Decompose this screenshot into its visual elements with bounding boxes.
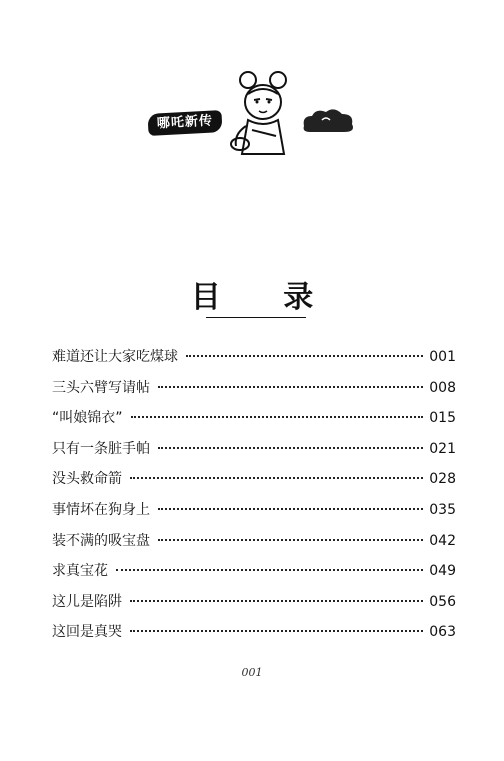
toc-leader-dots bbox=[158, 447, 423, 449]
toc-entry[interactable] bbox=[52, 621, 456, 652]
toc-entry-title: 这回是真哭 bbox=[52, 624, 122, 641]
toc-leader-dots bbox=[116, 569, 423, 571]
toc-leader-dots bbox=[130, 630, 423, 632]
toc-entry-title: 求真宝花 bbox=[52, 563, 108, 580]
table-of-contents bbox=[52, 346, 456, 652]
toc-entry-page: 008 bbox=[429, 379, 456, 396]
toc-entry-title: 这儿是陷阱 bbox=[52, 593, 122, 610]
toc-entry-page: 049 bbox=[429, 563, 456, 580]
toc-entry[interactable] bbox=[52, 377, 456, 408]
toc-entry-title: 三头六臂写请帖 bbox=[52, 379, 150, 396]
toc-entry-page: 035 bbox=[429, 501, 456, 518]
toc-leader-dots bbox=[158, 508, 423, 510]
toc-entry-title: 装不满的吸宝盘 bbox=[52, 532, 150, 549]
title-underline bbox=[206, 317, 306, 318]
toc-entry[interactable] bbox=[52, 346, 456, 377]
toc-entry[interactable] bbox=[52, 407, 456, 438]
toc-entry-title: 难道还让大家吃煤球 bbox=[52, 349, 178, 365]
toc-entry[interactable] bbox=[52, 560, 456, 591]
toc-leader-dots bbox=[158, 386, 423, 388]
page-number: 001 bbox=[241, 666, 263, 679]
toc-entry[interactable] bbox=[52, 499, 456, 530]
toc-leader-dots bbox=[130, 477, 423, 479]
toc-entry-page: 001 bbox=[429, 349, 456, 365]
toc-entry-page: 056 bbox=[429, 593, 456, 610]
toc-entry-page: 015 bbox=[429, 410, 456, 427]
toc-entry-title: “叫娘锦衣” bbox=[52, 410, 123, 427]
toc-entry[interactable] bbox=[52, 468, 456, 499]
toc-entry-title: 没头救命箭 bbox=[52, 471, 122, 488]
toc-entry-title: 只有一条脏手帕 bbox=[52, 440, 150, 457]
toc-leader-dots bbox=[130, 600, 423, 602]
toc-entry[interactable] bbox=[52, 438, 456, 469]
toc-entry-title: 事情坏在狗身上 bbox=[52, 501, 150, 518]
toc-entry-page: 028 bbox=[429, 471, 456, 488]
series-logo-text: 哪吒新传 bbox=[156, 113, 214, 132]
toc-entry-page: 063 bbox=[429, 624, 456, 641]
toc-title: 目 录 bbox=[190, 280, 340, 315]
cloud-illustration bbox=[300, 106, 356, 136]
toc-leader-dots bbox=[131, 416, 424, 418]
toc-entry-page: 042 bbox=[429, 532, 456, 549]
toc-entry-page: 021 bbox=[429, 440, 456, 457]
toc-leader-dots bbox=[186, 355, 423, 357]
nezha-character-illustration bbox=[226, 70, 300, 156]
series-logo-badge bbox=[147, 110, 222, 136]
toc-entry[interactable] bbox=[52, 530, 456, 561]
toc-leader-dots bbox=[158, 539, 423, 541]
toc-entry[interactable] bbox=[52, 591, 456, 622]
